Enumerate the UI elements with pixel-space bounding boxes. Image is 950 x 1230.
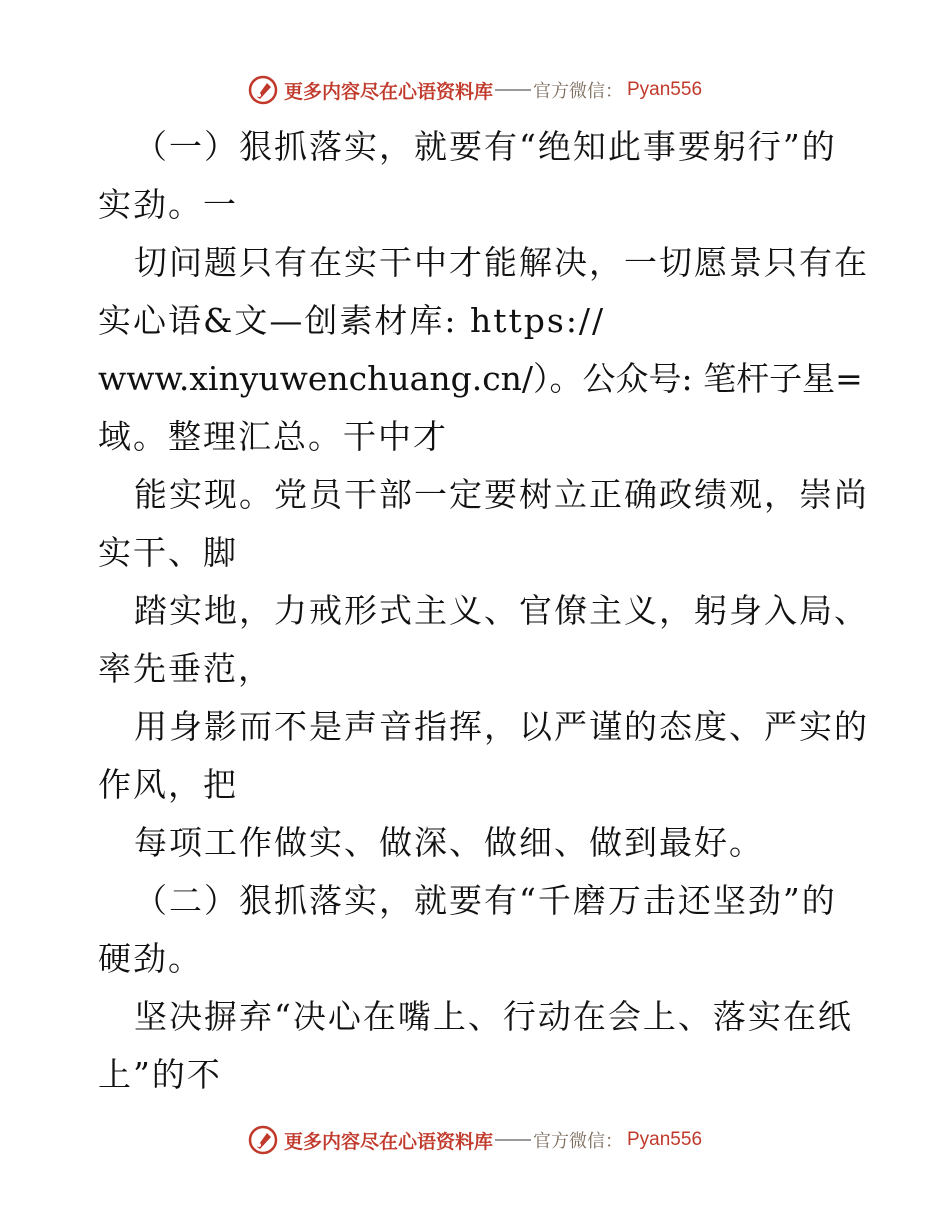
header-banner <box>0 70 950 110</box>
header-divider <box>495 89 531 91</box>
footer-wechat-id: Pyan556 <box>627 1129 703 1150</box>
footer-brand-text: 更多内容尽在心语资料库 <box>283 1130 493 1153</box>
body-line: 踏实地，力戒形式主义、官僚主义，躬身入局、 <box>134 591 869 630</box>
body-line: 切问题只有在实干中才能解决，一切愿景只有在 <box>134 243 869 282</box>
body-line: 域。整理汇总。干中才 <box>98 417 448 456</box>
body-line: 坚决摒弃“决心在嘴上、行动在会上、落实在纸 <box>134 997 853 1036</box>
footer-divider <box>495 1139 531 1141</box>
footer-banner <box>0 1120 950 1160</box>
header-brand-text: 更多内容尽在心语资料库 <box>283 80 493 103</box>
body-line: （一）狠抓落实，就要有“绝知此事要躬行”的 <box>134 127 837 166</box>
header-wechat-id: Pyan556 <box>627 79 703 100</box>
pen-nib-logo-icon <box>248 1125 278 1155</box>
body-line: 实劲。一 <box>98 185 238 224</box>
body-line: 能实现。党员干部一定要树立正确政绩观，崇尚 <box>134 475 869 514</box>
body-line: （二）狠抓落实，就要有“千磨万击还坚劲”的 <box>134 881 837 920</box>
footer-official-label: 官方微信： <box>533 1131 623 1152</box>
body-line: 用身影而不是声音指挥，以严谨的态度、严实的 <box>134 707 869 746</box>
header-official-label: 官方微信： <box>533 81 623 102</box>
body-line: 上”的不 <box>98 1055 222 1094</box>
body-line: 实心语&文—创素材库: https:// <box>98 301 606 340</box>
body-line: 每项工作做实、做深、做细、做到最好。 <box>134 823 764 862</box>
pen-nib-logo-icon <box>248 75 278 105</box>
body-line: 率先垂范， <box>98 649 273 688</box>
body-line: 硬劲。 <box>98 939 203 978</box>
body-line: www.xinyuwenchuang.cn/）。公众号: 笔杆子星= <box>98 359 863 398</box>
body-line: 作风，把 <box>98 765 238 804</box>
document-body <box>98 118 869 1104</box>
body-line: 实干、脚 <box>98 533 238 572</box>
